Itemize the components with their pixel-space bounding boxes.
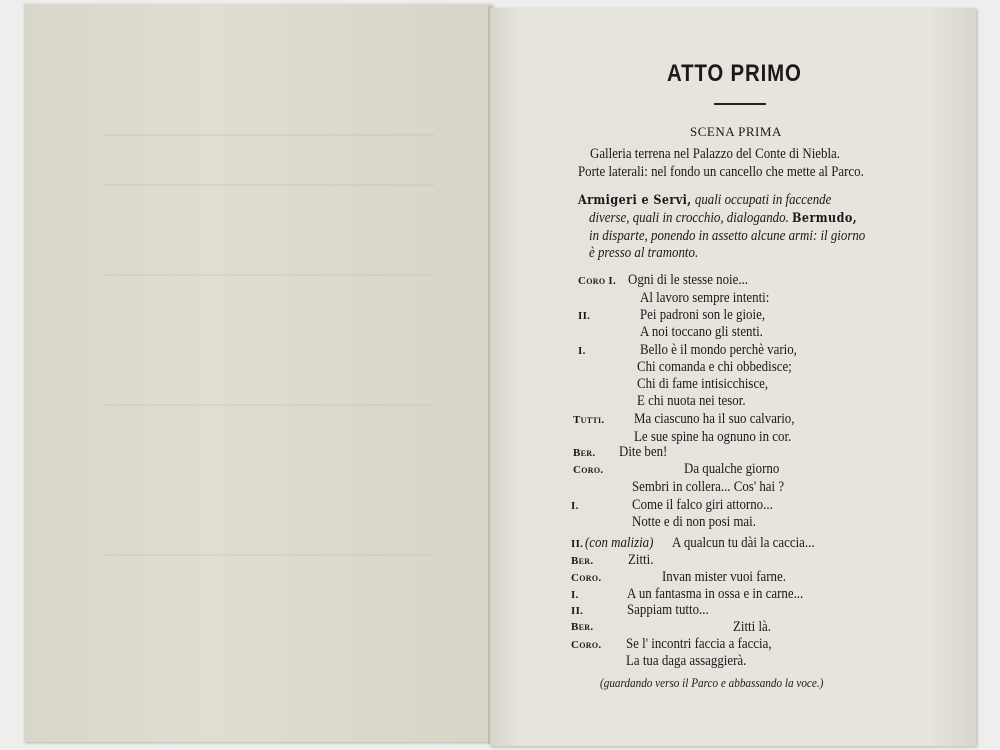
speaker-label: Ber. [573, 447, 596, 459]
verse-line: Ma ciascuno ha il suo calvario, [634, 411, 795, 427]
verse-line: La tua daga assaggierà. [626, 653, 747, 669]
left-page-blank-verso [24, 4, 492, 742]
verse-line: Al lavoro sempre intenti: [640, 290, 770, 306]
speaker-label: Ber. [571, 555, 594, 567]
verse-line: E chi nuota nei tesor. [637, 393, 746, 409]
verse-line: Chi comanda e chi obbedisce; [637, 359, 792, 375]
bleed-through-text [104, 274, 434, 276]
stage-direction-line [578, 192, 831, 209]
act-title: ATTO PRIMO [667, 60, 802, 87]
speaker-label: I. [578, 345, 586, 357]
verse-line: Dite ben! [619, 444, 668, 460]
verse-line: Ogni di le stesse noie... [628, 272, 749, 288]
verse-line: Da qualche giorno [684, 461, 780, 477]
verse-line: Chi di fame intisicchisce, [637, 376, 769, 392]
stage-direction-line [589, 210, 857, 227]
verse-line: Sappiam tutto... [627, 602, 709, 618]
speaker-label: Tutti. [573, 414, 605, 426]
verse-line: Le sue spine ha ognuno in cor. [634, 429, 792, 445]
stage-direction-text: diverse, quali in crocchio, dialogando. [589, 210, 789, 226]
verse-line: Se l' incontri faccia a faccia, [626, 636, 772, 652]
verse-line: Pei padroni son le gioie, [640, 307, 766, 323]
stage-direction-text: quali occupati in faccende [694, 192, 832, 208]
bleed-through-text [104, 554, 434, 556]
speaker-label: Coro I. [578, 275, 617, 287]
verse-line: A qualcun tu dài la caccia... [672, 535, 815, 551]
speaker-label: II. [571, 538, 584, 550]
speaker-label: Coro. [571, 572, 602, 584]
verse-line: Come il falco giri attorno... [632, 497, 773, 513]
verse-line: Sembri in collera... Cos' hai ? [632, 479, 785, 495]
stage-direction-line: in disparte, ponendo in assetto alcune armi: il giorno [589, 228, 866, 244]
verse-line: Notte e di non posi mai. [632, 514, 756, 530]
verse-line: Invan mister vuoi farne. [662, 569, 786, 585]
bleed-through-text [104, 184, 434, 186]
setting-line: Galleria terrena nel Palazzo del Conte di Niebla. [590, 146, 841, 162]
speaker-label: Coro. [573, 464, 604, 476]
characters-armigeri-servi: Armigeri e Servi, [578, 193, 692, 208]
verse-line: A un fantasma in ossa e in carne... [627, 586, 804, 602]
title-rule [714, 103, 766, 105]
scene-title: SCENA PRIMA [690, 124, 782, 139]
bleed-through-text [104, 134, 434, 136]
inline-direction: (con malizia) [585, 535, 654, 551]
speaker-label: I. [571, 500, 579, 512]
speaker-label: II. [571, 605, 584, 617]
speaker-label: Ber. [571, 621, 594, 633]
stage-direction-line: è presso al tramonto. [589, 245, 699, 261]
speaker-label: I. [571, 589, 579, 601]
speaker-label: II. [578, 310, 591, 322]
speaker-label: Coro. [571, 639, 602, 651]
verse-line: Zitti là. [733, 619, 771, 635]
verse-line: Zitti. [628, 552, 654, 568]
verse-line: A noi toccano gli stenti. [640, 324, 763, 340]
final-stage-direction: (guardando verso il Parco e abbassando la voce.) [600, 675, 824, 690]
bleed-through-text [104, 404, 434, 406]
character-bermudo: Bermudo, [792, 211, 858, 226]
verse-line: Bello è il mondo perchè vario, [640, 342, 797, 358]
setting-line: Porte laterali: nel fondo un cancello che mette al Parco. [578, 164, 864, 180]
